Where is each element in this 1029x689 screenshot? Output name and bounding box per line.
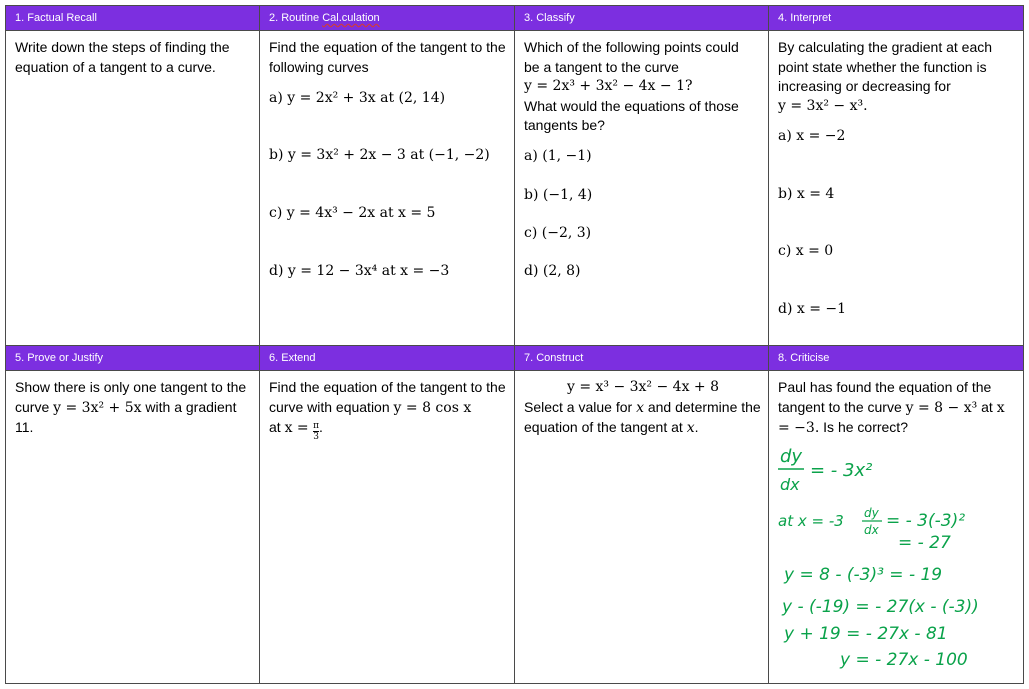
cell4-body — [769, 31, 1024, 346]
cell7-var-2: x — [686, 420, 695, 437]
cell1-text: Write down the steps of finding the equation of a tangent to a curve. — [15, 39, 230, 75]
cell1-header — [6, 6, 260, 31]
hw-line4: y = 8 - (-3)³ = - 19 — [784, 565, 943, 585]
cell6-x-eq: x = — [284, 420, 314, 437]
cell4-header-label: 4. Interpret — [778, 12, 832, 25]
cell3-header-label: 3. Classify — [524, 12, 575, 25]
cell6-body — [260, 371, 515, 684]
cell6-header — [260, 345, 515, 370]
cell5-text — [15, 378, 253, 438]
cell1-body — [6, 31, 260, 346]
cell4-equation: y = 3x² − x³. — [778, 97, 868, 114]
cell1-header-label: 1. Factual Recall — [15, 12, 97, 25]
cell8-text — [778, 378, 1017, 439]
cell4-item-a: a) x = −2 — [778, 128, 846, 145]
cell3-item-c: c) (−2, 3) — [524, 225, 592, 242]
cell2-intro: Find the equation of the tangent to the following curves — [269, 39, 506, 75]
cell3-text — [524, 38, 762, 136]
cell3-body — [515, 31, 769, 346]
handwritten-working — [770, 440, 1020, 685]
cell2-header-prefix: 2. Routine — [269, 12, 323, 25]
cell5-text-a: Show there is only one tangent to the curve — [15, 379, 247, 415]
cell3-item-b: b) (−1, 4) — [524, 187, 593, 204]
cell8-x-eq: x = −3. — [778, 399, 1005, 437]
cell2-item-b: b) y = 3x² + 2x − 3 at (−1, −2) — [269, 147, 490, 164]
cell7-text — [524, 378, 762, 439]
cell2-item-c: c) y = 4x³ − 2x at x = 5 — [269, 205, 436, 222]
hw-line2-dy: dy — [864, 506, 879, 520]
cell7-equation: y = x³ − 3x² − 4x + 8 — [566, 379, 720, 396]
cell2-item-a: a) y = 2x² + 3x at (2, 14) — [269, 90, 446, 107]
cell8-header-label: 8. Criticise — [778, 352, 830, 365]
cell7-text-c: . — [694, 419, 699, 436]
cell7-body — [515, 371, 769, 684]
cell5-header-label: 5. Prove or Justify — [15, 352, 104, 365]
cell8-text-a: Paul has found the equation of the tangent to the curve — [778, 379, 992, 415]
hw-dx: dx — [780, 475, 800, 494]
cell3-equation: y = 2x³ + 3x² − 4x − 1? — [524, 78, 693, 95]
cell6-text — [269, 378, 508, 442]
cell6-equation: y = 8 cos x — [393, 399, 472, 416]
cell4-item-b: b) x = 4 — [778, 186, 835, 203]
cell5-body — [6, 371, 260, 684]
hw-line2-dx: dx — [864, 523, 879, 537]
cell6-frac-num: π — [313, 421, 320, 432]
hw-line5: y - (-19) = - 27(x - (-3)) — [782, 597, 979, 617]
cell7-text-a: Select a value for — [524, 398, 637, 415]
cell2-header — [260, 6, 515, 31]
hw-line6: y + 19 = - 27x - 81 — [784, 624, 948, 644]
cell5-text-b: with a gradient 11. — [15, 398, 237, 436]
cell8-header — [769, 345, 1024, 370]
hw-line2-prefix: at x = -3 — [778, 512, 844, 530]
cell3-item-d: d) (2, 8) — [524, 263, 581, 280]
hw-line2-rhs: = - 3(-3)² — [886, 511, 966, 531]
hw-dy: dy — [780, 446, 803, 467]
cell2-body — [260, 31, 515, 346]
cell7-var-1: x — [636, 399, 644, 416]
cell6-text-b: at — [269, 419, 285, 436]
cell5-equation: y = 3x² + 5x — [53, 399, 142, 416]
cell3-question: What would the equations of those tangents be? — [524, 97, 739, 134]
cell7-header — [515, 345, 769, 370]
cell4-header — [769, 6, 1024, 31]
hw-line7: y = - 27x - 100 — [840, 650, 968, 670]
cell8-text-c: Is he correct? — [819, 419, 908, 436]
cell2-item-d: d) y = 12 − 3x⁴ at x = −3 — [269, 263, 450, 280]
cell3-intro-line2: be a tangent to the curve — [524, 58, 679, 75]
cell4-text — [778, 38, 1017, 116]
cell6-frac-den: 3 — [313, 432, 319, 443]
cell4-item-c: c) x = 0 — [778, 243, 834, 260]
cell8-equation: y = 8 − x³ — [905, 399, 978, 416]
cell3-item-a: a) (1, −1) — [524, 148, 592, 165]
cell4-intro: By calculating the gradient at each point state whether the function is increasing or decreasing for — [778, 39, 993, 95]
cell4-item-d: d) x = −1 — [778, 301, 847, 318]
cell2-header-word: Cal.culation — [322, 12, 380, 25]
cell6-text-c: . — [319, 419, 323, 436]
cell7-header-label: 7. Construct — [524, 352, 584, 365]
cell8-text-b: at — [977, 398, 997, 415]
hw-line3: = - 27 — [898, 533, 951, 553]
cell7-text-b: and determine the equation of the tangent at — [524, 398, 761, 436]
cell6-text-a: Find the equation of the tangent to the curve with equation — [269, 379, 506, 415]
cell6-header-label: 6. Extend — [269, 352, 316, 365]
hw-line1: = - 3x² — [810, 460, 873, 481]
cell5-header — [6, 345, 260, 370]
cell3-header — [515, 6, 769, 31]
cell3-intro-line1: Which of the following points could — [524, 39, 739, 56]
